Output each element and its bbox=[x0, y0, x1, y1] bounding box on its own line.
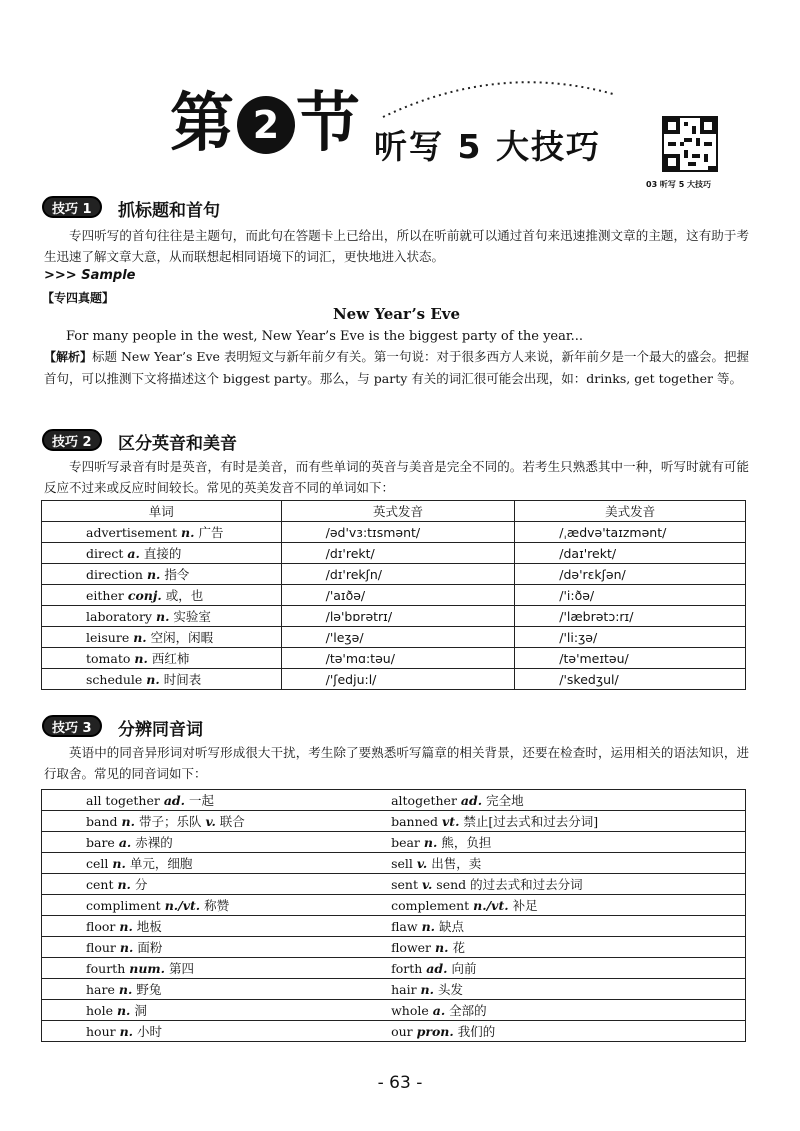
part-of-speech: a. bbox=[127, 546, 140, 561]
chinese-meaning: 时间表 bbox=[163, 672, 202, 687]
chinese-meaning: 面粉 bbox=[137, 940, 163, 955]
table-row bbox=[42, 832, 746, 853]
part-of-speech: n./vt. bbox=[164, 898, 201, 913]
chinese-meaning: 联合 bbox=[219, 814, 245, 829]
heading-jie: 节 bbox=[296, 86, 360, 161]
chinese-meaning: 带子；乐队 bbox=[138, 814, 202, 829]
table-header-row bbox=[42, 501, 746, 522]
word: hare bbox=[86, 982, 115, 997]
chinese-meaning: 出售，卖 bbox=[431, 856, 482, 871]
table-row bbox=[42, 895, 746, 916]
word-cell bbox=[42, 790, 362, 811]
part-of-speech: v. bbox=[421, 877, 433, 892]
part-of-speech: n. bbox=[420, 982, 434, 997]
uk-pronunciation: /əd'vɜ:tɪsmənt/ bbox=[281, 522, 515, 543]
homophone-cell bbox=[361, 958, 745, 979]
chinese-meaning: 禁止[过去式和过去分词] bbox=[463, 814, 599, 829]
word: hour bbox=[86, 1024, 116, 1039]
section-3-intro: 英语中的同音异形词对听写形成很大干扰，考生除了要熟悉听写篇章的相关背景，还要在检查时，运用相关的语法知识，进行取舍。常见的同音词如下： bbox=[44, 745, 749, 781]
table-row bbox=[42, 811, 746, 832]
word-cell bbox=[42, 585, 282, 606]
word: direction bbox=[86, 567, 143, 582]
chinese-meaning: 头发 bbox=[437, 982, 463, 997]
chinese-meaning: 全部的 bbox=[449, 1003, 487, 1018]
table-row bbox=[42, 937, 746, 958]
word: either bbox=[86, 588, 124, 603]
chinese-meaning: 洞 bbox=[134, 1003, 147, 1018]
chinese-meaning: 西红柿 bbox=[151, 651, 190, 666]
homophone-word: flaw bbox=[391, 919, 418, 934]
qr-code[interactable] bbox=[662, 116, 718, 172]
homophone-cell bbox=[361, 790, 745, 811]
uk-pronunciation: /dɪ'rekt/ bbox=[281, 543, 515, 564]
word: band bbox=[86, 814, 118, 829]
pronunciation-table bbox=[41, 500, 746, 690]
tip-badge-2: 技巧 2 bbox=[42, 429, 102, 451]
word: hole bbox=[86, 1003, 113, 1018]
exam-tag: 【专四真题】 bbox=[42, 291, 115, 305]
part-of-speech: ad. bbox=[426, 961, 448, 976]
qr-caption: 03 听写 5 大技巧 bbox=[646, 180, 712, 189]
part-of-speech: ad. bbox=[460, 793, 483, 808]
homophone-word: flower bbox=[391, 940, 432, 955]
table-row bbox=[42, 585, 746, 606]
homophone-cell bbox=[361, 916, 745, 937]
word-cell bbox=[42, 916, 362, 937]
table-row bbox=[42, 627, 746, 648]
homophone-word: complement bbox=[391, 898, 470, 913]
part-of-speech: n. bbox=[146, 672, 160, 687]
word-cell bbox=[42, 543, 282, 564]
homophone-cell bbox=[361, 1000, 745, 1021]
chinese-meaning: 第四 bbox=[169, 961, 195, 976]
homophone-word: our bbox=[391, 1024, 413, 1039]
word: leisure bbox=[86, 630, 130, 645]
homophone-cell bbox=[361, 937, 745, 958]
page-number: - 63 - bbox=[377, 1073, 423, 1093]
word: schedule bbox=[86, 672, 143, 687]
part-of-speech: n./vt. bbox=[473, 898, 509, 913]
us-pronunciation: /tə'meɪtəu/ bbox=[515, 648, 746, 669]
chinese-meaning: 直接的 bbox=[143, 546, 182, 561]
part-of-speech: n. bbox=[118, 982, 133, 997]
chinese-meaning: 分 bbox=[134, 877, 148, 892]
homophone-cell bbox=[361, 979, 745, 1000]
table-row bbox=[42, 853, 746, 874]
table-row bbox=[42, 1021, 746, 1042]
uk-pronunciation: /'leʒə/ bbox=[281, 627, 515, 648]
part-of-speech: n. bbox=[421, 919, 436, 934]
section-1-intro: 专四听写的首句往往是主题句，而此句在答题卡上已给出，所以在听前就可以通过首句来迅速推测文章的主题，这有助于考生迅速了解文章大意，从而联想起相同语境下的词汇，更快地进入状态。 bbox=[44, 228, 749, 264]
chinese-meaning: 实验室 bbox=[173, 609, 211, 624]
section-title-1: 抓标题和首句 bbox=[118, 201, 220, 221]
table-row bbox=[42, 648, 746, 669]
part-of-speech: n. bbox=[133, 630, 147, 645]
word: advertisement bbox=[86, 525, 178, 540]
analysis-tag: 【解析】 bbox=[44, 350, 93, 364]
section-title-3: 分辨同音词 bbox=[118, 720, 203, 740]
word-cell bbox=[42, 811, 362, 832]
part-of-speech: n. bbox=[119, 919, 133, 934]
table-row bbox=[42, 1000, 746, 1021]
table-row bbox=[42, 522, 746, 543]
section-number-circle: 2 bbox=[237, 96, 295, 154]
table-row bbox=[42, 606, 746, 627]
chinese-meaning: 赤裸的 bbox=[135, 835, 173, 850]
word-cell bbox=[42, 669, 282, 690]
homophone-cell bbox=[361, 853, 745, 874]
word-cell bbox=[42, 606, 282, 627]
word-cell bbox=[42, 1000, 362, 1021]
heading-di: 第 bbox=[170, 86, 234, 161]
chinese-meaning: 野兔 bbox=[136, 982, 162, 997]
section-title-2: 区分英音和美音 bbox=[118, 434, 237, 454]
word: cell bbox=[86, 856, 109, 871]
homophone-word: bear bbox=[391, 835, 420, 850]
chinese-meaning: 完全地 bbox=[486, 793, 524, 808]
tip-badge-1: 技巧 1 bbox=[42, 196, 102, 218]
table-row bbox=[42, 958, 746, 979]
chinese-meaning: 熊，负担 bbox=[441, 835, 492, 850]
page-title: 听写 5 大技巧 bbox=[374, 127, 601, 166]
part-of-speech: a. bbox=[432, 1003, 446, 1018]
table-row bbox=[42, 790, 746, 811]
chinese-meaning: 或，也 bbox=[165, 588, 204, 603]
homophone-word: banned bbox=[391, 814, 439, 829]
uk-pronunciation: /lə'bɒrətrɪ/ bbox=[281, 606, 515, 627]
word-cell bbox=[42, 958, 362, 979]
word-cell bbox=[42, 895, 362, 916]
chinese-meaning: 单元，细胞 bbox=[129, 856, 193, 871]
header-uk: 英式发音 bbox=[281, 501, 515, 522]
part-of-speech: n. bbox=[423, 835, 438, 850]
homophone-cell bbox=[361, 832, 745, 853]
analysis-text: 标题 New Year’s Eve 表明短文与新年前夕有关。第一句说：对于很多西方人来说，新年前夕是一个最大的盛会。把握首句，可以推测下文将描述这个 biggest party。那么，与 party 有关的词汇很可能会出现，如：drinks, get together 等。 bbox=[44, 349, 749, 386]
part-of-speech: n. bbox=[119, 940, 134, 955]
chinese-meaning: 向前 bbox=[451, 961, 477, 976]
homophone-word: sell bbox=[391, 856, 413, 871]
part-of-speech: n. bbox=[435, 940, 449, 955]
homophone-word: sent bbox=[391, 877, 418, 892]
chinese-meaning: 补足 bbox=[512, 898, 538, 913]
part-of-speech: n. bbox=[117, 877, 131, 892]
article-first-sentence: For many people in the west, New Year’s Eve is the biggest party of the year... bbox=[66, 329, 584, 344]
part-of-speech: conj. bbox=[127, 588, 162, 603]
part-of-speech: n. bbox=[112, 856, 126, 871]
word-cell bbox=[42, 522, 282, 543]
part-of-speech: n. bbox=[181, 525, 195, 540]
part-of-speech: n. bbox=[146, 567, 161, 582]
homophone-word: whole bbox=[391, 1003, 429, 1018]
part-of-speech: ad. bbox=[163, 793, 186, 808]
section-2-intro: 专四听写录音有时是英音，有时是美音，而有些单词的英音与美音是完全不同的。若考生只熟悉其中一种，听写时就有可能反应不过来或反应时间较长。常见的英美发音不同的单词如下： bbox=[44, 459, 749, 495]
homophone-word: altogether bbox=[391, 793, 457, 808]
sample-label: >>> Sample bbox=[44, 268, 136, 283]
word: fourth bbox=[86, 961, 126, 976]
word-cell bbox=[42, 979, 362, 1000]
word-cell bbox=[42, 648, 282, 669]
us-pronunciation: /daɪ'rekt/ bbox=[515, 543, 746, 564]
us-pronunciation: /də'rɛkʃən/ bbox=[515, 564, 746, 585]
homophone-table bbox=[41, 789, 746, 1042]
word: cent bbox=[86, 877, 114, 892]
word-cell bbox=[42, 627, 282, 648]
word-cell bbox=[42, 1021, 362, 1042]
homophone-word: hair bbox=[391, 982, 417, 997]
word: compliment bbox=[86, 898, 161, 913]
uk-pronunciation: /dɪ'rekʃn/ bbox=[281, 564, 515, 585]
table-row bbox=[42, 979, 746, 1000]
chinese-meaning: 称赞 bbox=[204, 898, 230, 913]
word-cell bbox=[42, 937, 362, 958]
table-row bbox=[42, 564, 746, 585]
word-cell bbox=[42, 874, 362, 895]
qr-code-icon bbox=[664, 118, 716, 170]
homophone-cell bbox=[361, 1021, 745, 1042]
chinese-meaning: 小时 bbox=[137, 1024, 163, 1039]
word: direct bbox=[86, 546, 124, 561]
part-of-speech: n. bbox=[134, 651, 148, 666]
chinese-meaning: send 的过去式和过去分词 bbox=[436, 877, 583, 892]
us-pronunciation: /ˌædvə'taɪzmənt/ bbox=[515, 522, 746, 543]
table-row bbox=[42, 669, 746, 690]
homophone-cell bbox=[361, 811, 745, 832]
word: tomato bbox=[86, 651, 131, 666]
uk-pronunciation: /'ʃedju:l/ bbox=[281, 669, 515, 690]
part-of-speech: n. bbox=[119, 1024, 134, 1039]
part-of-speech: n. bbox=[116, 1003, 131, 1018]
part-of-speech: v. bbox=[416, 856, 428, 871]
chinese-meaning: 我们的 bbox=[457, 1024, 496, 1039]
homophone-cell bbox=[361, 874, 745, 895]
uk-pronunciation: /'aɪðə/ bbox=[281, 585, 515, 606]
part-of-speech: n. bbox=[155, 609, 170, 624]
part-of-speech: num. bbox=[129, 961, 166, 976]
article-title: New Year’s Eve bbox=[332, 305, 461, 323]
word: all together bbox=[86, 793, 160, 808]
word-cell bbox=[42, 832, 362, 853]
table-row bbox=[42, 874, 746, 895]
word: laboratory bbox=[86, 609, 152, 624]
chinese-meaning: 空闲，闲暇 bbox=[150, 630, 214, 645]
dotted-arc-decoration bbox=[378, 72, 618, 122]
part-of-speech: vt. bbox=[442, 814, 460, 829]
homophone-word: forth bbox=[391, 961, 423, 976]
us-pronunciation: /'læbrətɔ:rɪ/ bbox=[515, 606, 746, 627]
word-cell bbox=[42, 564, 282, 585]
part-of-speech: a. bbox=[118, 835, 132, 850]
part-of-speech: n. bbox=[121, 814, 135, 829]
chinese-meaning: 花 bbox=[452, 940, 465, 955]
chinese-meaning: 广告 bbox=[198, 525, 224, 540]
word: flour bbox=[86, 940, 116, 955]
word-cell bbox=[42, 853, 362, 874]
header-us: 美式发音 bbox=[515, 501, 746, 522]
part-of-speech: pron. bbox=[416, 1024, 454, 1039]
chinese-meaning: 指令 bbox=[164, 567, 190, 582]
chinese-meaning: 缺点 bbox=[439, 919, 465, 934]
table-row bbox=[42, 543, 746, 564]
part-of-speech: v. bbox=[205, 814, 216, 829]
chinese-meaning: 地板 bbox=[136, 919, 162, 934]
uk-pronunciation: /tə'mɑ:təu/ bbox=[281, 648, 515, 669]
us-pronunciation: /'li:ʒə/ bbox=[515, 627, 746, 648]
header-word: 单词 bbox=[42, 501, 282, 522]
us-pronunciation: /'skedʒul/ bbox=[515, 669, 746, 690]
homophone-cell bbox=[361, 895, 745, 916]
us-pronunciation: /'i:ðə/ bbox=[515, 585, 746, 606]
tip-badge-3: 技巧 3 bbox=[42, 715, 102, 737]
word: bare bbox=[86, 835, 115, 850]
word: floor bbox=[86, 919, 116, 934]
chinese-meaning: 一起 bbox=[189, 793, 215, 808]
table-row bbox=[42, 916, 746, 937]
analysis-paragraph bbox=[44, 346, 749, 389]
